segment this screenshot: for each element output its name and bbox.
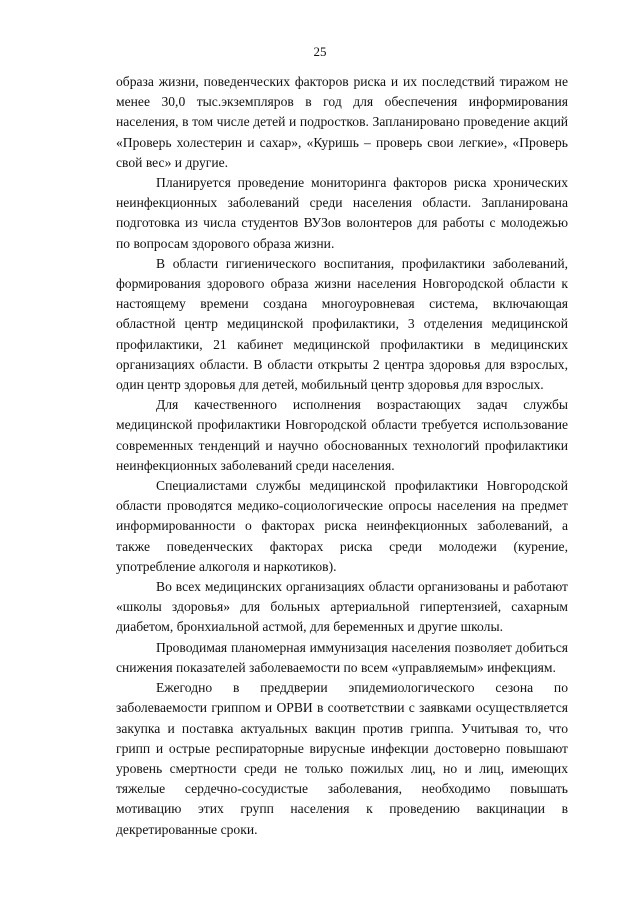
paragraph-8: Ежегодно в преддверии эпидемиологического сезона по заболеваемости гриппом и ОРВИ в соответствии с заявками осуществляется закупка и поставка актуальных вакцин против гриппа. Учитывая то, что грипп и острые респираторные вирусные инфекции достоверно повышают уровень смертности среди не только пожилых лиц, но и лиц, имеющих тяжелые сердечно-сосудистые заболевания, необходимо повышать мотивацию этих групп населения к проведению вакцинации в декретированные сроки. (116, 680, 568, 837)
page-number: 25 (313, 44, 327, 59)
paragraph-2: Планируется проведение мониторинга факторов риска хронических неинфекционных заболеваний среди населения области. Запланирована подготовка из числа студентов ВУЗов волонтеров для работы с молодежью по вопросам здорового образа жизни. (116, 175, 568, 251)
paragraph-6: Во всех медицинских организациях области организованы и работают «школы здоровья» для больных артериальной гипертензией, сахарным диабетом, бронхиальной астмой, для беременных и другие школы. (116, 579, 568, 635)
paragraph-7: Проводимая планомерная иммунизация населения позволяет добиться снижения показателей заболеваемости по всем «управляемым» инфекциям. (116, 639, 568, 675)
paragraph-5: Специалистами службы медицинской профилактики Новгородской области проводятся медико-социологические опросы населения на предмет информированности о факторах риска неинфекционных заболеваний, а также поведенческих факторах риска среди молодежи (курение, употребление алкоголя и наркотиков). (116, 478, 568, 574)
paragraph-4: Для качественного исполнения возрастающих задач службы медицинской профилактики Новгородской области требуется использование современных тенденций и научно обоснованных технологий профилактики неинфекционных заболеваний среди населения. (116, 397, 568, 473)
paragraph-3: В области гигиенического воспитания, профилактики заболеваний, формирования здорового образа жизни населения Новгородской области к настоящему времени создана многоуровневая система, включающая областной центр медицинской профилактики, 3 отделения медицинской профилактики, 21 кабинет медицинской профилактики в медицинских организациях области. В области открыты 2 центра здоровья для взрослых, один центр здоровья для детей, мобильный центр здоровья для взрослых. (116, 255, 568, 393)
paragraph-1: образа жизни, поведенческих факторов риска и их последствий тиражом не менее 30,0 тыс.экземпляров в год для обеспечения информирования населения, в том числе детей и подростков. Запланировано проведение акций «Проверь холестерин и сахар», «Куришь – проверь свои легкие», «Проверь свой вес» и другие. (116, 74, 568, 170)
document-body (116, 72, 568, 840)
